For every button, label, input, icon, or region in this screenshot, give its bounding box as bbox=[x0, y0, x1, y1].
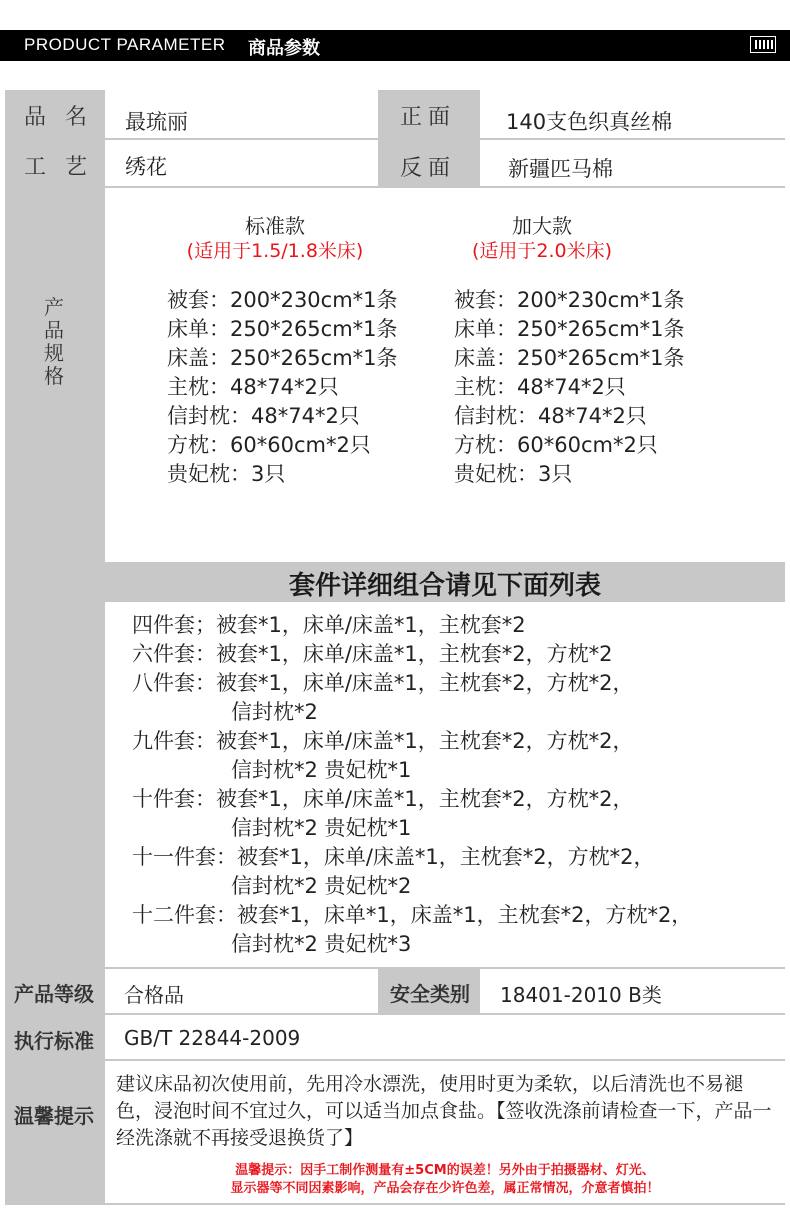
tips-note-line2: 显示器等不同因素影响，产品会存在少许色差，属正常情况，介意者慎拍！ bbox=[230, 1181, 660, 1196]
standard-row-top bbox=[5, 1013, 785, 1015]
tips-label: 温馨提示 bbox=[14, 1104, 94, 1128]
spec-label bbox=[44, 296, 68, 388]
combo-line: 信封枕*2 贵妃枕*3 bbox=[231, 932, 412, 956]
list-item: 主枕：48*74*2只 bbox=[454, 375, 626, 399]
list-item: 信封枕：48*74*2只 bbox=[167, 404, 360, 428]
list-item: 被套：200*230cm*1条 bbox=[167, 288, 398, 312]
film-strip-icon bbox=[750, 36, 776, 53]
standard-spec-list bbox=[167, 286, 398, 489]
safety-label: 安全类别 bbox=[390, 982, 470, 1006]
combo-line: 八件套：被套*1，床单/床盖*1，主枕套*2，方枕*2， bbox=[132, 671, 634, 695]
large-subtitle: (适用于2.0米床) bbox=[471, 240, 613, 262]
grade-label: 产品等级 bbox=[14, 982, 94, 1006]
header-bar bbox=[0, 30, 790, 61]
grade-value: 合格品 bbox=[124, 983, 184, 1007]
list-item: 床盖：250*265cm*1条 bbox=[167, 346, 398, 370]
craft-label: 工 艺 bbox=[24, 155, 93, 180]
back-label: 反面 bbox=[400, 156, 457, 181]
large-spec-list bbox=[454, 286, 685, 489]
list-item: 方枕：60*60cm*2只 bbox=[167, 433, 371, 457]
craft-value: 绣花 bbox=[125, 155, 167, 179]
list-item: 信封枕：48*74*2只 bbox=[454, 404, 647, 428]
combo-line: 四件套；被套*1，床单/床盖*1，主枕套*2 bbox=[132, 613, 526, 637]
combo-list bbox=[132, 611, 692, 959]
list-item: 床单：250*265cm*1条 bbox=[167, 317, 398, 341]
combo-line: 信封枕*2 bbox=[231, 700, 318, 724]
back-value: 新疆匹马棉 bbox=[508, 157, 613, 181]
front-value: 140支色织真丝棉 bbox=[506, 110, 673, 134]
tips-note-line1: 温馨提示：因手工制作测量有±5CM的误差！另外由于拍摄器材、灯光、 bbox=[235, 1163, 655, 1178]
spec-label-char: 产 bbox=[44, 295, 64, 319]
large-title: 加大款 bbox=[512, 214, 572, 238]
list-item: 贵妃枕：3只 bbox=[167, 462, 286, 486]
combo-line: 十一件套：被套*1，床单/床盖*1，主枕套*2，方枕*2， bbox=[132, 845, 655, 869]
standard-title: 标准款 bbox=[245, 214, 305, 238]
front-label: 正面 bbox=[400, 105, 457, 130]
tips-row-top bbox=[5, 1059, 785, 1061]
combo-line: 九件套：被套*1，床单/床盖*1，主枕套*2，方枕*2， bbox=[132, 729, 634, 753]
header-title-cn: 商品参数 bbox=[248, 38, 320, 59]
combo-line: 六件套：被套*1，床单/床盖*1，主枕套*2，方枕*2 bbox=[132, 642, 613, 666]
combo-line: 信封枕*2 贵妃枕*2 bbox=[231, 874, 412, 898]
standard-label: 执行标准 bbox=[14, 1029, 94, 1053]
standard-value: GB/T 22844-2009 bbox=[124, 1026, 301, 1050]
spec-label-char: 格 bbox=[44, 364, 64, 388]
list-item: 床盖：250*265cm*1条 bbox=[454, 346, 685, 370]
list-item: 床单：250*265cm*1条 bbox=[454, 317, 685, 341]
list-item: 被套：200*230cm*1条 bbox=[454, 288, 685, 312]
bottom-border bbox=[5, 1203, 785, 1205]
name-label: 品 名 bbox=[24, 105, 93, 130]
combo-line: 十件套：被套*1，床单/床盖*1，主枕套*2，方枕*2， bbox=[132, 787, 634, 811]
combo-heading: 套件详细组合请见下面列表 bbox=[288, 571, 601, 601]
spec-label-char: 规 bbox=[44, 341, 64, 365]
list-item: 主枕：48*74*2只 bbox=[167, 375, 339, 399]
list-item: 方枕：60*60cm*2只 bbox=[454, 433, 658, 457]
combo-line: 信封枕*2 贵妃枕*1 bbox=[231, 816, 412, 840]
spec-label-char: 品 bbox=[44, 318, 64, 342]
standard-subtitle: (适用于1.5/1.8米床) bbox=[186, 240, 364, 262]
tips-text: 建议床品初次使用前，先用冷水漂洗，使用时更为柔软，以后清洗也不易褪色，浸泡时间不宜过久，可以适当加点食盐。【签收洗涤前请检查一下，产品一经洗涤就不再接受退换货了】 bbox=[116, 1073, 772, 1149]
safety-value: 18401-2010 B类 bbox=[500, 983, 662, 1007]
list-item: 贵妃枕：3只 bbox=[454, 462, 573, 486]
combo-line: 信封枕*2 贵妃枕*1 bbox=[231, 758, 412, 782]
combo-line: 十二件套：被套*1，床单*1，床盖*1，主枕套*2，方枕*2， bbox=[132, 903, 693, 927]
name-value: 最琉丽 bbox=[125, 110, 188, 134]
header-title-en: PRODUCT PARAMETER bbox=[24, 35, 226, 54]
row-divider bbox=[105, 186, 785, 188]
